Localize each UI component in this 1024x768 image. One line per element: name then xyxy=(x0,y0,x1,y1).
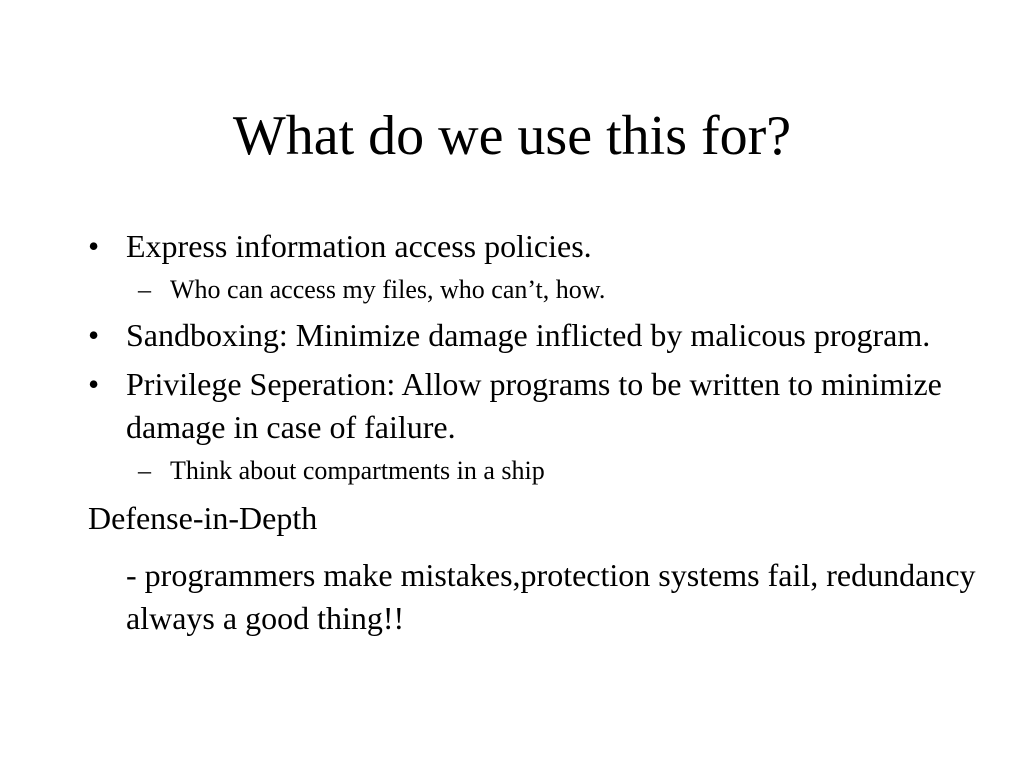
bullet-text: Express information access policies. xyxy=(126,228,592,264)
bullet-marker: • xyxy=(88,366,100,402)
bullet-text: Privilege Seperation: Allow programs to be written to minimize damage in case of failure. xyxy=(126,366,942,445)
sub-bullet-marker: – xyxy=(138,275,151,304)
sub-bullet-item xyxy=(88,453,988,489)
section-heading-text: Defense-in-Depth xyxy=(88,500,318,536)
slide-title: What do we use this for? xyxy=(232,105,792,167)
bullet-item xyxy=(88,225,988,268)
note-text-content: - programmers make mistakes,protection systems fail, redundancy always a good thing!! xyxy=(126,557,976,636)
bullet-marker: • xyxy=(88,228,100,264)
bullet-text: Sandboxing: Minimize damage inflicted by malicous program. xyxy=(126,317,931,353)
sub-bullet-text: Think about compartments in a ship xyxy=(170,456,545,485)
sub-bullet-item xyxy=(88,272,988,308)
slide-body xyxy=(88,225,988,640)
bullet-item xyxy=(88,314,988,357)
bullet-item xyxy=(88,363,988,449)
sub-bullet-text: Who can access my files, who can’t, how. xyxy=(170,275,606,304)
sub-bullet-marker: – xyxy=(138,456,151,485)
bullet-marker: • xyxy=(88,317,100,353)
section-heading xyxy=(88,497,988,540)
note-text xyxy=(88,554,988,640)
